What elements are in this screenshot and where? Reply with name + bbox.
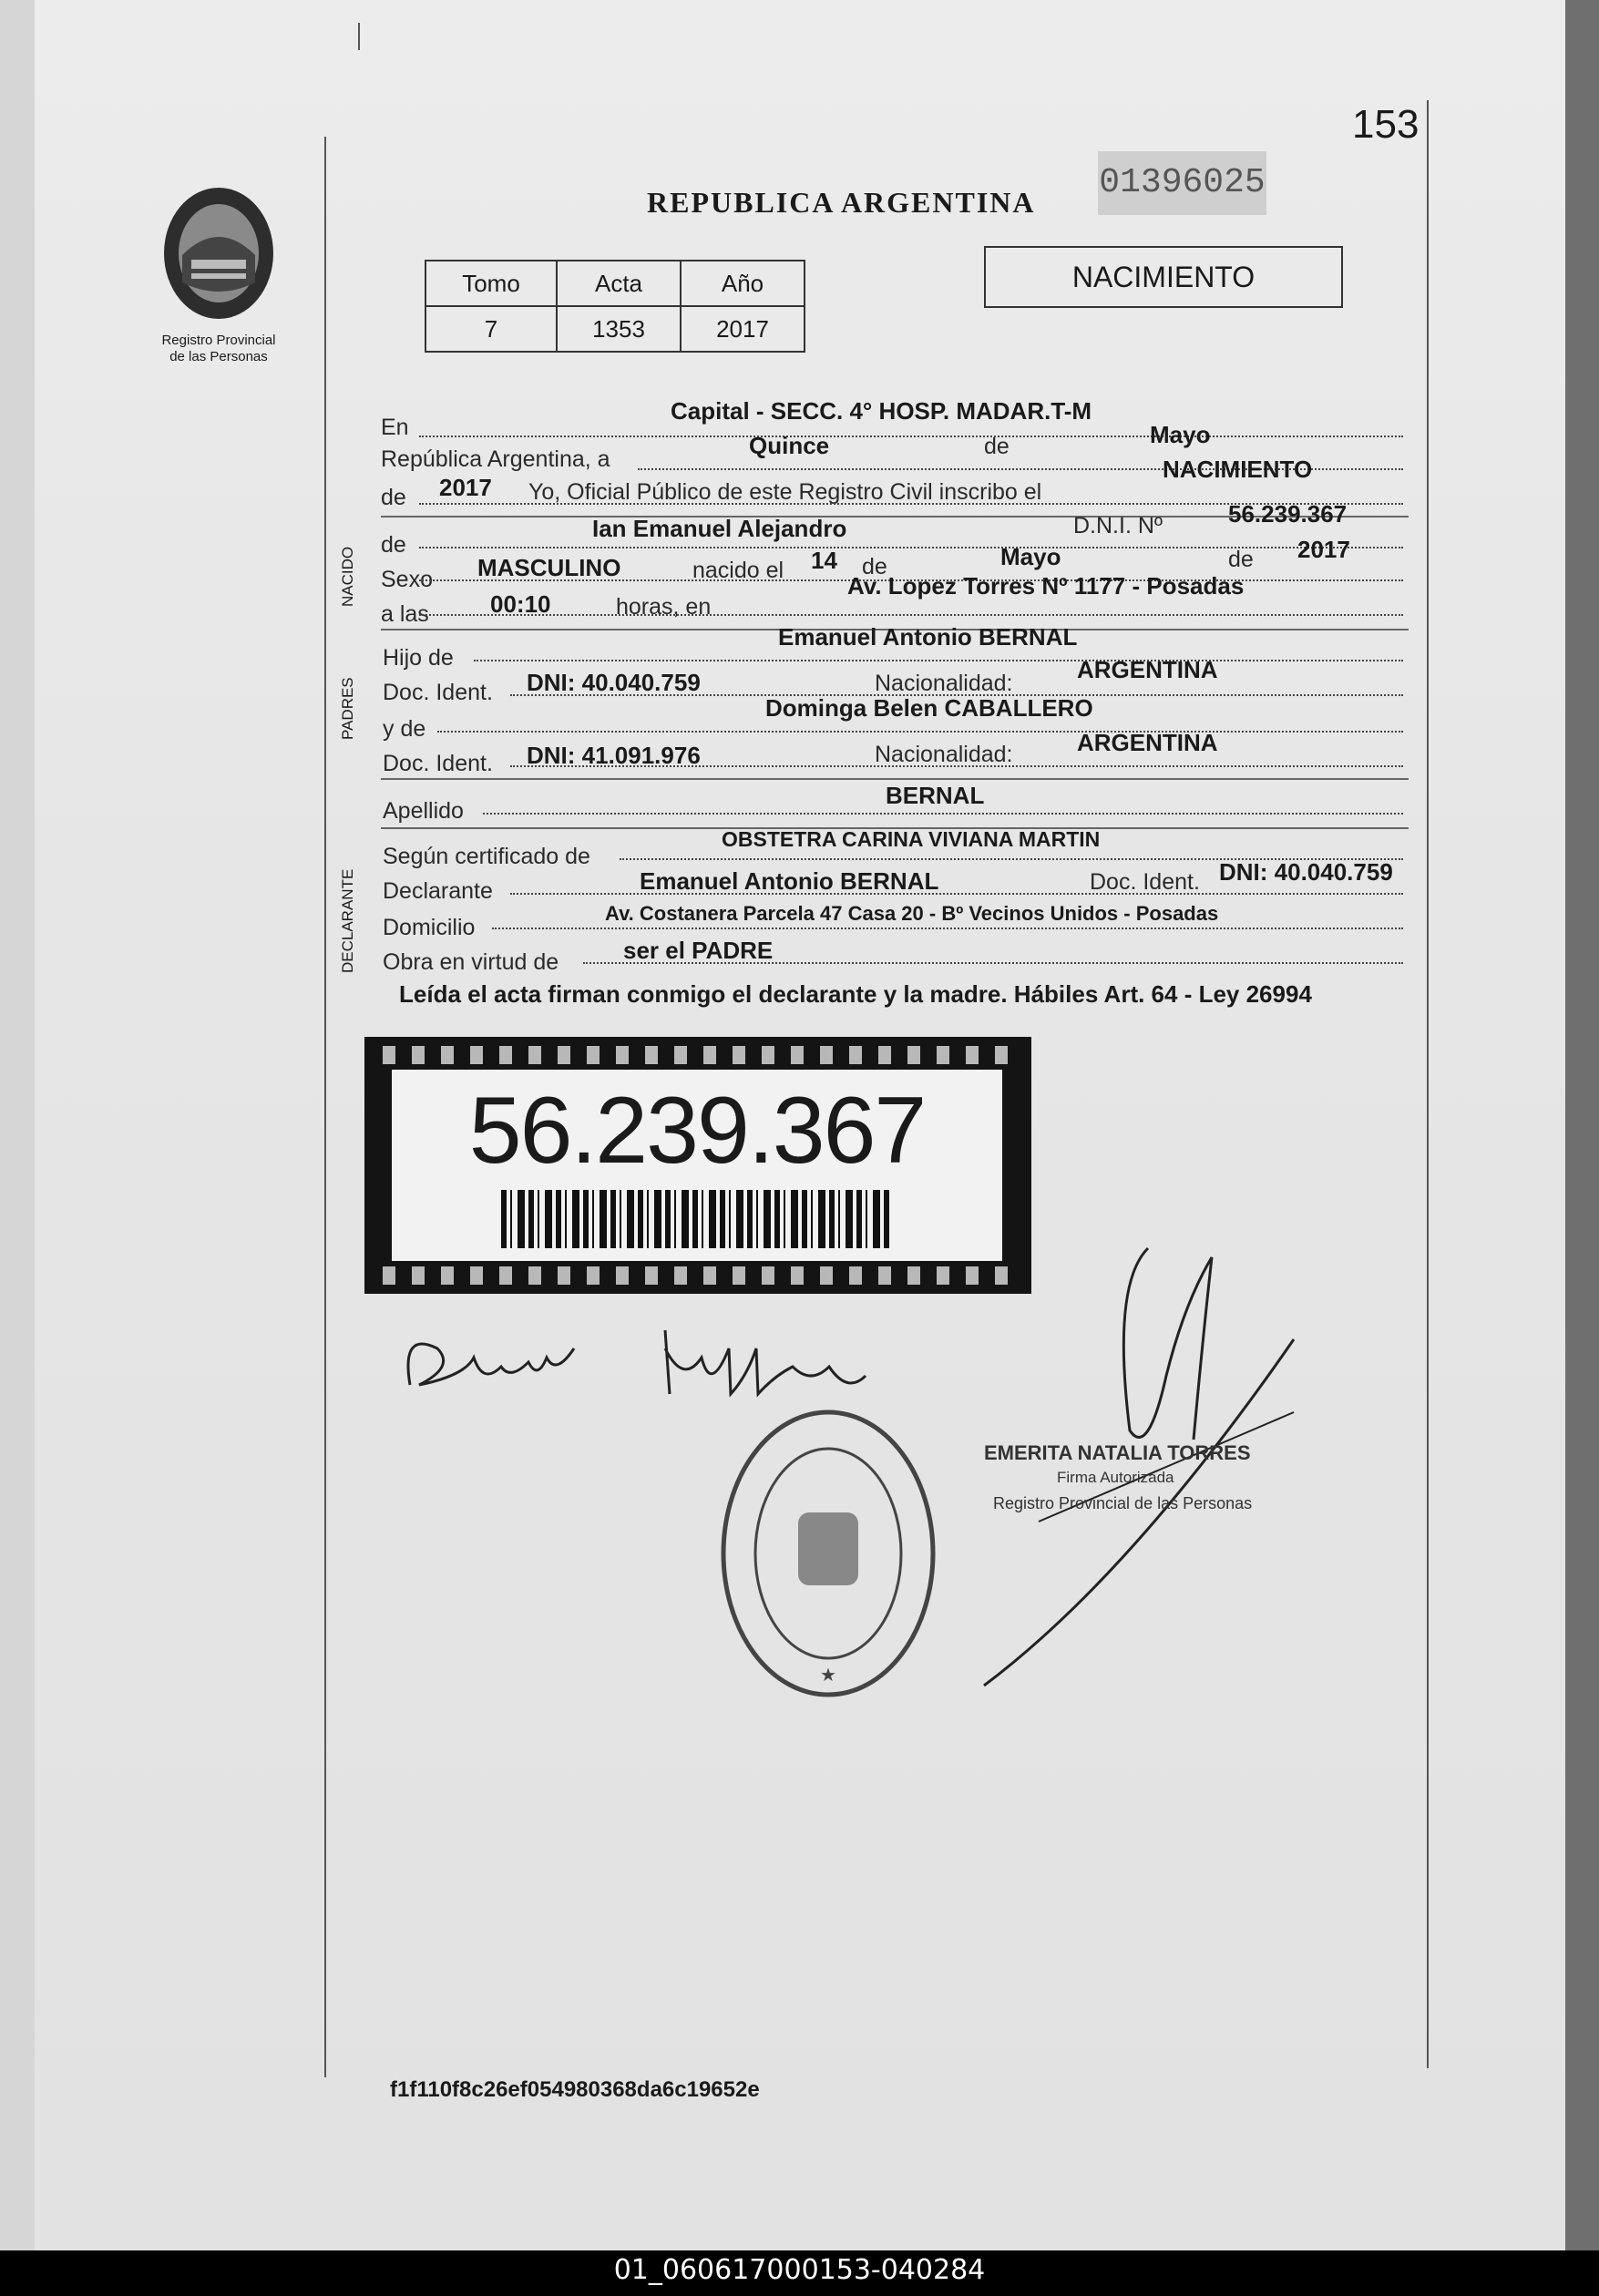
barcode: [501, 1190, 893, 1248]
serial-number: 01396025: [1098, 151, 1266, 215]
official-name: EMERITA NATALIA TORRES: [984, 1441, 1251, 1464]
alas-label: a las: [381, 601, 429, 627]
declarante-name: Emanuel Antonio BERNAL: [640, 867, 939, 895]
dotted-line: [492, 928, 1403, 929]
dotted-line: [510, 765, 1403, 767]
cert-value: OBSTETRA CARINA VIVIANA MARTIN: [722, 827, 1101, 851]
obra-value: ser el PADRE: [623, 937, 774, 964]
dotted-line: [419, 547, 1403, 548]
dotted-line: [510, 893, 1403, 895]
province-seal-icon: [155, 182, 282, 328]
value-tomo: 7: [425, 306, 557, 352]
official-role: Firma Autorizada: [1057, 1469, 1174, 1486]
header-acta: Acta: [557, 261, 681, 306]
dotted-line: [474, 660, 1403, 661]
value-acta: 1353: [557, 306, 681, 352]
father-name: Emanuel Antonio BERNAL: [778, 623, 1078, 651]
domicilio-value: Av. Costanera Parcela 47 Casa 20 - Bº Vecinos Unidos - Posadas: [605, 902, 1219, 925]
section-divider: [381, 778, 1409, 780]
hijo-label: Hijo de: [383, 645, 454, 671]
registry-stamp-icon: [714, 1403, 942, 1704]
sticker-pattern: [383, 1046, 1013, 1064]
mother-nationality: ARGENTINA: [1077, 729, 1218, 756]
republica-label: República Argentina, a: [381, 446, 610, 472]
birth-day: 14: [811, 547, 837, 574]
sticker-dni-number: 56.239.367: [468, 1078, 926, 1184]
de-label: de: [984, 434, 1010, 459]
padres-section-label: PADRES: [339, 677, 356, 740]
birth-time: 00:10: [490, 590, 551, 618]
registry-table: [425, 260, 805, 353]
document-title: REPUBLICA ARGENTINA: [647, 186, 1036, 219]
nacionalidad-label: Nacionalidad:: [875, 671, 1013, 696]
dotted-line: [419, 436, 1403, 437]
header-ano: Año: [681, 261, 805, 306]
declarante-label: Declarante: [383, 878, 493, 904]
mother-doc: DNI: 41.091.976: [527, 742, 701, 769]
sticker-label: [392, 1070, 1002, 1261]
value-ano: 2017: [681, 306, 805, 352]
dotted-line: [483, 813, 1403, 815]
page-number: 153: [1352, 102, 1420, 147]
birth-month: Mayo: [1000, 543, 1061, 570]
right-margin-line: [1427, 100, 1429, 2068]
logo-caption-line1: Registro Provincial: [161, 333, 276, 348]
father-nationality: ARGENTINA: [1077, 656, 1218, 683]
domicilio-label: Domicilio: [383, 915, 476, 940]
dotted-line: [583, 962, 1403, 964]
footer-id: 01_060617000153-040284: [613, 2254, 986, 2286]
top-tick: [358, 23, 360, 50]
logo-caption-line2: de las Personas: [169, 349, 268, 364]
official-signature-icon: [966, 1230, 1330, 1704]
birth-year: 2017: [1297, 536, 1350, 563]
child-dni: 56.239.367: [1228, 500, 1348, 528]
nacido-section-label: NACIDO: [339, 546, 356, 607]
month-value: Mayo: [1150, 421, 1211, 448]
inscribo-label: Yo, Oficial Público de este Registro Civil inscribo el: [528, 479, 1042, 505]
doc-label2: Doc. Ident.: [383, 751, 493, 776]
doc-label: Doc. Ident.: [383, 680, 493, 705]
de-name-label: de: [381, 532, 406, 558]
table-row: [425, 306, 805, 352]
yde-label: y de: [383, 716, 426, 742]
inscribo-value: NACIMIENTO: [1163, 456, 1313, 483]
place-value: Capital - SECC. 4° HOSP. MADAR.T-M: [671, 397, 1092, 425]
child-name: Ian Emanuel Alejandro: [592, 515, 847, 542]
de-label2: de: [862, 554, 887, 579]
nacido-label: nacido el: [692, 558, 784, 583]
de2-label: de: [381, 485, 406, 510]
cert-label: Según certificado de: [383, 844, 590, 869]
dotted-line: [437, 731, 1403, 733]
en-label: En: [381, 415, 409, 440]
left-margin-line: [324, 137, 326, 2077]
document-hash: f1f110f8c26ef054980368da6c19652e: [390, 2077, 760, 2102]
scan-edge: [0, 0, 35, 2250]
day-words-value: Quince: [749, 432, 830, 459]
official-office: Registro Provincial de las Personas: [993, 1494, 1253, 1512]
father-doc: DNI: 40.040.759: [527, 669, 701, 696]
svg-text:★: ★: [820, 1666, 836, 1686]
header-tomo: Tomo: [425, 261, 557, 306]
act-type-box: NACIMIENTO: [984, 246, 1343, 308]
closing-note: Leída el acta firman conmigo el declarante y la madre. Hábiles Art. 64 - Ley 26994: [399, 980, 1312, 1008]
horas-label: horas, en: [616, 594, 712, 620]
sexo-label: Sexo: [381, 567, 433, 592]
nacionalidad-label2: Nacionalidad:: [875, 742, 1013, 767]
year-value: 2017: [439, 474, 492, 501]
de-label3: de: [1228, 547, 1254, 572]
declarante-section-label: DECLARANTE: [339, 868, 356, 973]
sticker-pattern: [383, 1266, 1013, 1285]
apellido-value: BERNAL: [886, 782, 985, 809]
dni-sticker: [364, 1037, 1031, 1294]
apellido-label: Apellido: [383, 798, 464, 824]
obra-label: Obra en virtud de: [383, 949, 559, 975]
dotted-line: [419, 614, 1403, 616]
decl-doc-label: Doc. Ident.: [1090, 869, 1200, 895]
parent-signatures-icon: [392, 1294, 902, 1421]
declarante-doc: DNI: 40.040.759: [1219, 858, 1393, 886]
table-header-row: [425, 261, 805, 306]
logo-caption: [132, 333, 305, 365]
mother-name: Dominga Belen CABALLERO: [765, 694, 1093, 722]
birth-place: Av. Lopez Torres Nº 1177 - Posadas: [847, 572, 1245, 600]
dni-label: D.N.I. Nº: [1073, 513, 1163, 538]
sexo-value: MASCULINO: [477, 554, 621, 581]
